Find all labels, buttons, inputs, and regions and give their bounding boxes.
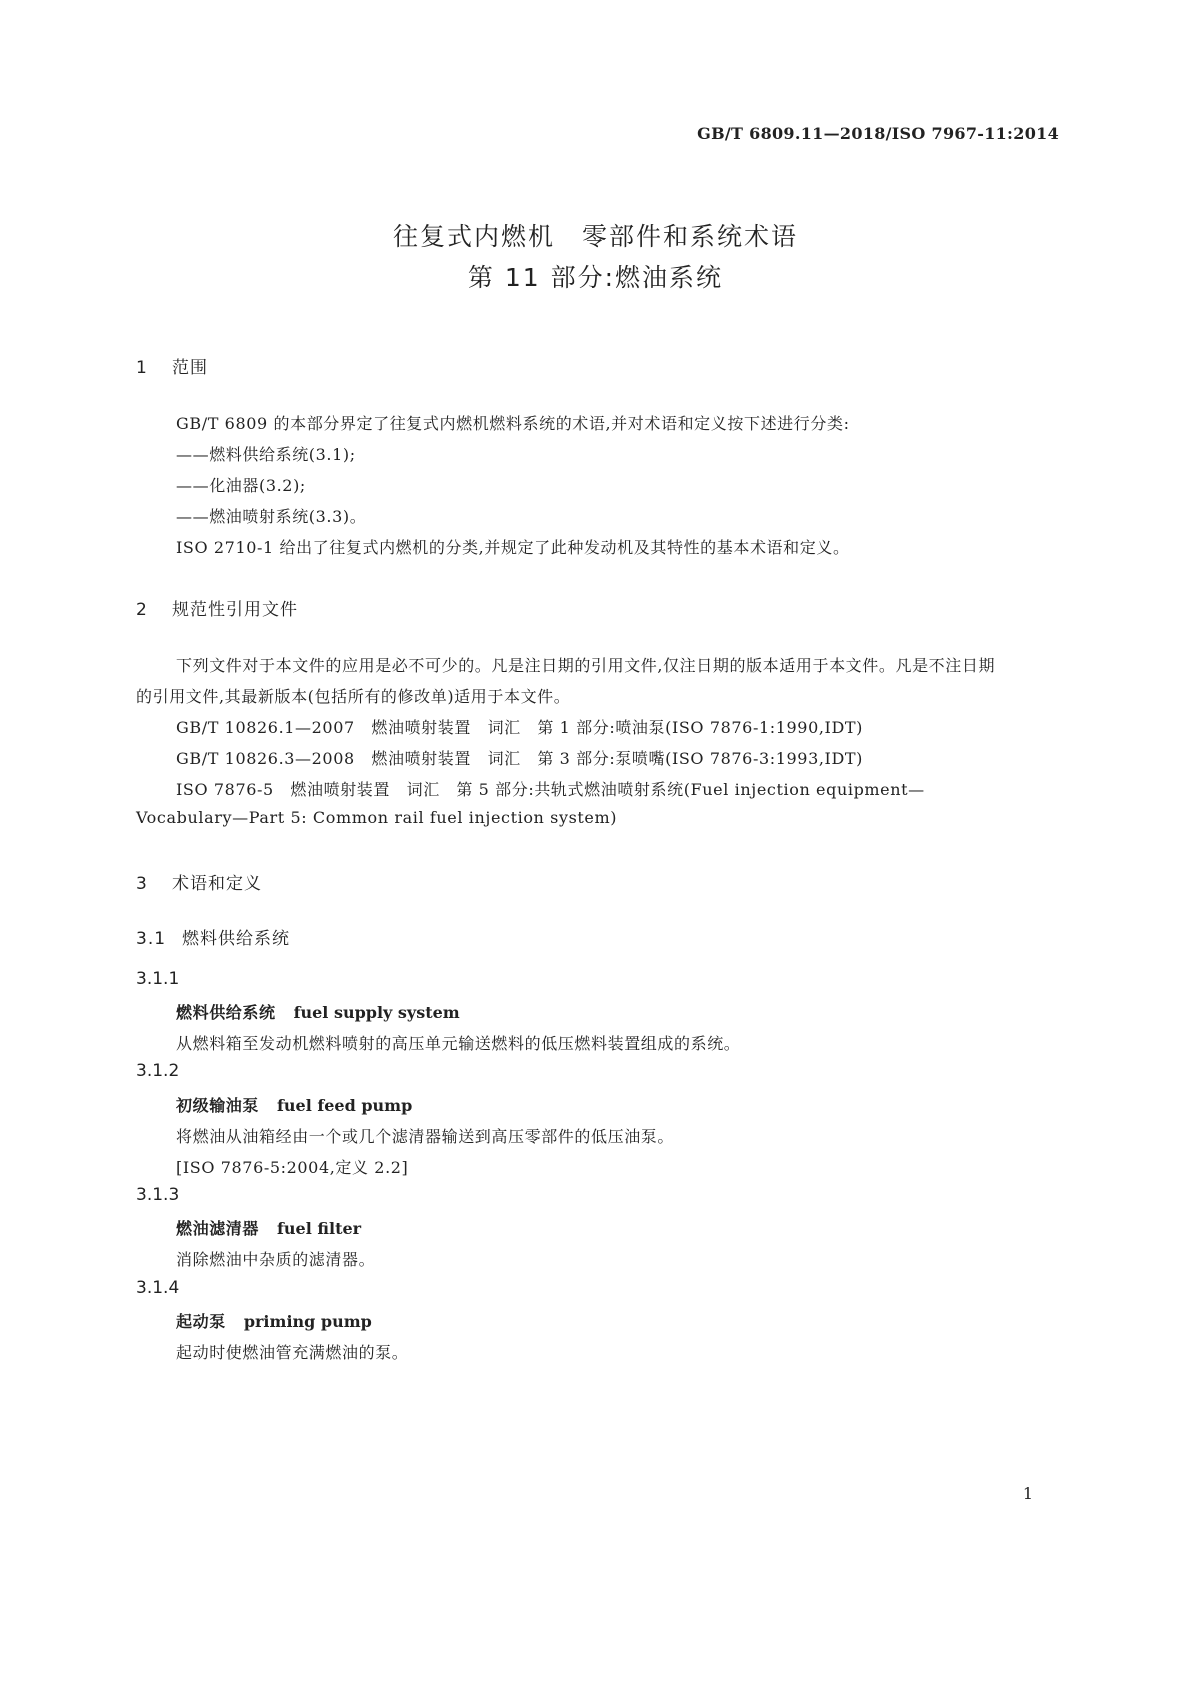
term-en: priming pump xyxy=(243,1312,372,1331)
section-1-list-item: ——燃料供给系统(3.1); xyxy=(176,445,356,464)
section-1-title: 范围 xyxy=(172,358,208,378)
section-2-heading xyxy=(136,595,298,620)
normative-reference: GB/T 10826.1—2007 燃油喷射装置 词汇 第 1 部分:喷油泵(ISO 7876-1:1990,IDT) xyxy=(176,718,864,737)
term-definition: 将燃油从油箱经由一个或几个滤清器输送到高压零部件的低压油泵。 xyxy=(176,1127,675,1146)
term-en: fuel supply system xyxy=(293,1003,460,1022)
document-title-line-1: 往复式内燃机 零部件和系统术语 xyxy=(392,222,798,251)
subsection-3-1-title: 燃料供给系统 xyxy=(182,929,290,949)
term-en: fuel feed pump xyxy=(277,1096,413,1115)
section-3-title: 术语和定义 xyxy=(172,874,262,894)
subsection-3-1-heading xyxy=(136,924,290,949)
term-heading xyxy=(176,1309,372,1332)
term-definition: 从燃料箱至发动机燃料喷射的高压单元输送燃料的低压燃料装置组成的系统。 xyxy=(176,1034,741,1053)
term-definition: 消除燃油中杂质的滤清器。 xyxy=(176,1250,376,1269)
section-1-heading xyxy=(136,353,208,378)
section-1-list-item: ——燃油喷射系统(3.3)。 xyxy=(176,507,367,526)
normative-reference: GB/T 10826.3—2008 燃油喷射装置 词汇 第 3 部分:泵喷嘴(ISO 7876-3:1993,IDT) xyxy=(176,749,864,768)
term-en: fuel filter xyxy=(277,1219,362,1238)
section-1-list-item: ——化油器(3.2); xyxy=(176,476,306,495)
section-3-number: 3 xyxy=(136,874,148,894)
page-number: 1 xyxy=(1022,1484,1033,1503)
term-number: 3.1.3 xyxy=(136,1185,180,1205)
term-source: [ISO 7876-5:2004,定义 2.2] xyxy=(176,1158,409,1177)
section-2-number: 2 xyxy=(136,600,148,620)
document-title-line-2: 第 11 部分:燃油系统 xyxy=(467,263,724,292)
section-1-number: 1 xyxy=(136,358,148,378)
normative-reference-continuation: Vocabulary—Part 5: Common rail fuel injection system) xyxy=(136,808,618,827)
term-zh: 燃油滤清器 xyxy=(176,1219,260,1238)
section-1-paragraph: GB/T 6809 的本部分界定了往复式内燃机燃料系统的术语,并对术语和定义按下述进行分类: xyxy=(176,414,850,433)
term-zh: 起动泵 xyxy=(176,1312,226,1331)
term-zh: 初级输油泵 xyxy=(176,1096,260,1115)
section-2-title: 规范性引用文件 xyxy=(172,600,298,620)
term-number: 3.1.1 xyxy=(136,969,180,989)
term-zh: 燃料供给系统 xyxy=(176,1003,276,1022)
term-heading xyxy=(176,1000,460,1023)
section-1-paragraph: ISO 2710-1 给出了往复式内燃机的分类,并规定了此种发动机及其特性的基本术语和定义。 xyxy=(176,538,850,557)
section-2-intro: 下列文件对于本文件的应用是必不可少的。凡是注日期的引用文件,仅注日期的版本适用于本文件。凡是不注日期的引用文件,其最新版本(包括所有的修改单)适用于本文件。 xyxy=(136,656,996,706)
standard-number: GB/T 6809.11—2018/ISO 7967-11:2014 xyxy=(697,124,1059,143)
term-number: 3.1.4 xyxy=(136,1278,180,1298)
term-definition: 起动时使燃油管充满燃油的泵。 xyxy=(176,1343,409,1362)
subsection-3-1-number: 3.1 xyxy=(136,929,167,949)
term-heading xyxy=(176,1216,361,1239)
section-3-heading xyxy=(136,869,262,894)
term-number: 3.1.2 xyxy=(136,1061,180,1081)
normative-reference: ISO 7876-5 燃油喷射装置 词汇 第 5 部分:共轨式燃油喷射系统(Fuel injection equipment— xyxy=(176,780,925,799)
term-heading xyxy=(176,1093,412,1116)
